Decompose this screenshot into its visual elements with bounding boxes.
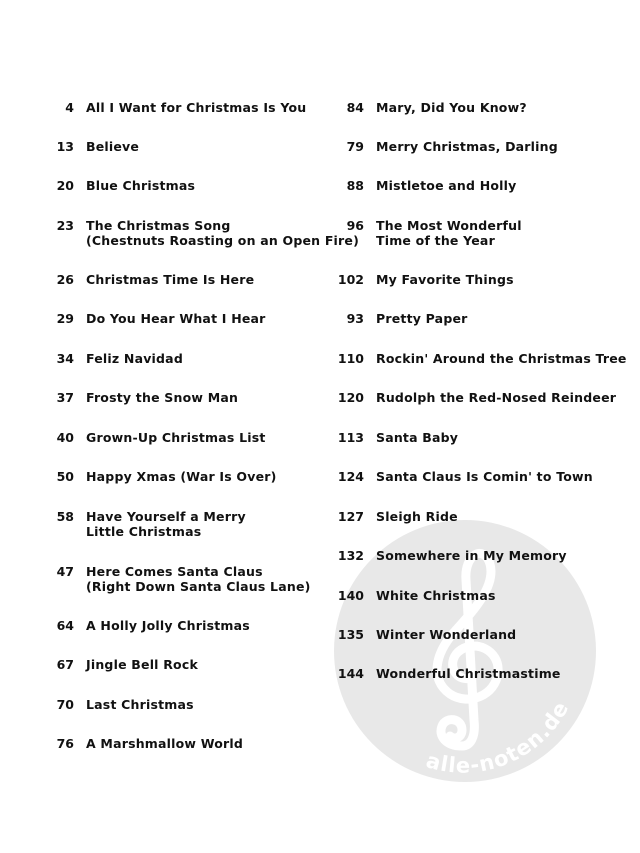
- song-title: [86, 139, 139, 154]
- song-title: [376, 311, 468, 326]
- song-title: [86, 618, 250, 633]
- song-title: [376, 178, 517, 193]
- song-title-line: Feliz Navidad: [86, 351, 183, 366]
- song-title-line: Pretty Paper: [376, 311, 468, 326]
- contents-entry: [40, 178, 195, 193]
- contents-entry: [40, 390, 238, 405]
- contents-entry: [330, 390, 616, 405]
- song-title-line: Believe: [86, 139, 140, 154]
- contents-entry: [330, 430, 458, 445]
- contents-entry: [330, 627, 516, 642]
- page-number: 76: [56, 736, 74, 751]
- contents-entry: [40, 697, 194, 712]
- song-title-line: Rockin' Around the Christmas Tree: [376, 351, 627, 366]
- song-title: [376, 509, 458, 524]
- contents-entry: [330, 139, 558, 154]
- page-number: 84: [346, 100, 364, 115]
- contents-entry: [40, 469, 277, 484]
- song-title: [86, 430, 266, 445]
- song-title-line: Happy Xmas (War Is Over): [86, 469, 277, 484]
- contents-entry: [330, 311, 468, 326]
- song-title: [86, 178, 195, 193]
- page-number: 20: [56, 178, 74, 193]
- song-title: [86, 272, 254, 287]
- song-title: [376, 272, 514, 287]
- contents-entry: [330, 272, 514, 287]
- contents-entry: [40, 657, 198, 672]
- page-number: 127: [337, 509, 364, 524]
- song-title: [376, 430, 458, 445]
- song-title-line: Little Christmas: [86, 524, 202, 539]
- contents-entry: [40, 351, 183, 366]
- song-title: [376, 100, 527, 115]
- page-number: 29: [56, 311, 74, 326]
- song-title-line: Sleigh Ride: [376, 509, 458, 524]
- contents-entry: [330, 218, 522, 248]
- song-title-line: (Right Down Santa Claus Lane): [86, 579, 311, 594]
- page-number: 47: [56, 564, 74, 579]
- contents-entry: [40, 218, 359, 248]
- song-title-line: Winter Wonderland: [376, 627, 517, 642]
- page-number: 110: [337, 351, 364, 366]
- contents-entry: [330, 178, 517, 193]
- contents-entry: [40, 736, 243, 751]
- song-title-line: White Christmas: [376, 588, 496, 603]
- page-number: 88: [346, 178, 364, 193]
- song-title: [86, 564, 311, 594]
- page-number: 40: [56, 430, 74, 445]
- page-number: 140: [337, 588, 364, 603]
- song-title: [376, 139, 558, 154]
- song-title-line: Here Comes Santa Claus: [86, 564, 263, 579]
- song-title: [86, 509, 246, 539]
- watermark-text: alle-noten.de: [423, 696, 574, 778]
- contents-entry: [330, 351, 627, 366]
- song-title-line: Do You Hear What I Hear: [86, 311, 266, 326]
- song-title-line: Rudolph the Red-Nosed Reindeer: [376, 390, 617, 405]
- page-number: 64: [56, 618, 74, 633]
- page-number: 26: [56, 272, 74, 287]
- song-title: [86, 218, 359, 248]
- contents-entry: [40, 509, 246, 539]
- song-title-line: Time of the Year: [376, 233, 495, 248]
- page-number: 50: [56, 469, 74, 484]
- page-number: 67: [56, 657, 74, 672]
- page-number: 34: [56, 351, 74, 366]
- song-title: [376, 469, 593, 484]
- song-title-line: Santa Baby: [376, 430, 459, 445]
- song-title-line: All I Want for Christmas Is You: [86, 100, 307, 115]
- song-title: [86, 469, 277, 484]
- contents-entry: [40, 272, 254, 287]
- song-title-line: A Holly Jolly Christmas: [86, 618, 250, 633]
- contents-entry: [40, 100, 306, 115]
- song-title: [376, 548, 567, 563]
- contents-entry: [330, 469, 593, 484]
- song-title-line: My Favorite Things: [376, 272, 514, 287]
- song-title-line: Grown-Up Christmas List: [86, 430, 266, 445]
- song-title-line: Have Yourself a Merry: [86, 509, 246, 524]
- page-number: 4: [65, 100, 74, 115]
- song-title: [376, 390, 616, 405]
- song-title: [376, 588, 496, 603]
- song-title-line: (Chestnuts Roasting on an Open Fire): [86, 233, 359, 248]
- contents-entry: [330, 548, 567, 563]
- contents-entry: [330, 100, 527, 115]
- contents-entry: [40, 618, 250, 633]
- contents-entry: [40, 311, 266, 326]
- song-title: [376, 627, 516, 642]
- song-title-line: A Marshmallow World: [86, 736, 244, 751]
- song-title-line: The Christmas Song: [86, 218, 231, 233]
- page-number: 13: [56, 139, 74, 154]
- contents-entry: [40, 430, 266, 445]
- page-number: 23: [56, 218, 74, 233]
- song-title-line: Somewhere in My Memory: [376, 548, 567, 563]
- page-number: 58: [56, 509, 74, 524]
- page-number: 120: [337, 390, 364, 405]
- page-number: 113: [337, 430, 364, 445]
- page-number: 132: [337, 548, 364, 563]
- song-title-line: Frosty the Snow Man: [86, 390, 239, 405]
- song-title-line: Last Christmas: [86, 697, 194, 712]
- contents-entry: [40, 139, 139, 154]
- song-title: [86, 697, 194, 712]
- song-title-line: Jingle Bell Rock: [86, 657, 198, 672]
- page-number: 124: [337, 469, 364, 484]
- song-title-line: Santa Claus Is Comin' to Town: [376, 469, 593, 484]
- song-title: [86, 311, 266, 326]
- page-number: 70: [56, 697, 74, 712]
- song-title: [86, 657, 198, 672]
- song-title-line: Mistletoe and Holly: [376, 178, 517, 193]
- page-number: 37: [56, 390, 74, 405]
- page-number: 79: [346, 139, 364, 154]
- contents-entry: [330, 666, 561, 681]
- page-number: 93: [346, 311, 364, 326]
- song-title: [376, 666, 561, 681]
- page-number: 96: [346, 218, 364, 233]
- page-number: 102: [337, 272, 364, 287]
- page-number: 144: [337, 666, 364, 681]
- song-title-line: Blue Christmas: [86, 178, 196, 193]
- song-title: [86, 390, 238, 405]
- song-title-line: Christmas Time Is Here: [86, 272, 255, 287]
- song-title: [376, 218, 522, 248]
- contents-entry: [330, 509, 458, 524]
- song-title-line: Merry Christmas, Darling: [376, 139, 558, 154]
- contents-entry: [330, 588, 496, 603]
- song-title: [86, 351, 183, 366]
- contents-entry: [40, 564, 311, 594]
- song-title-line: Mary, Did You Know?: [376, 100, 527, 115]
- page-number: 135: [337, 627, 364, 642]
- song-title: [376, 351, 627, 366]
- song-title: [86, 736, 243, 751]
- song-title-line: The Most Wonderful: [376, 218, 522, 233]
- song-title-line: Wonderful Christmastime: [376, 666, 561, 681]
- song-title: [86, 100, 306, 115]
